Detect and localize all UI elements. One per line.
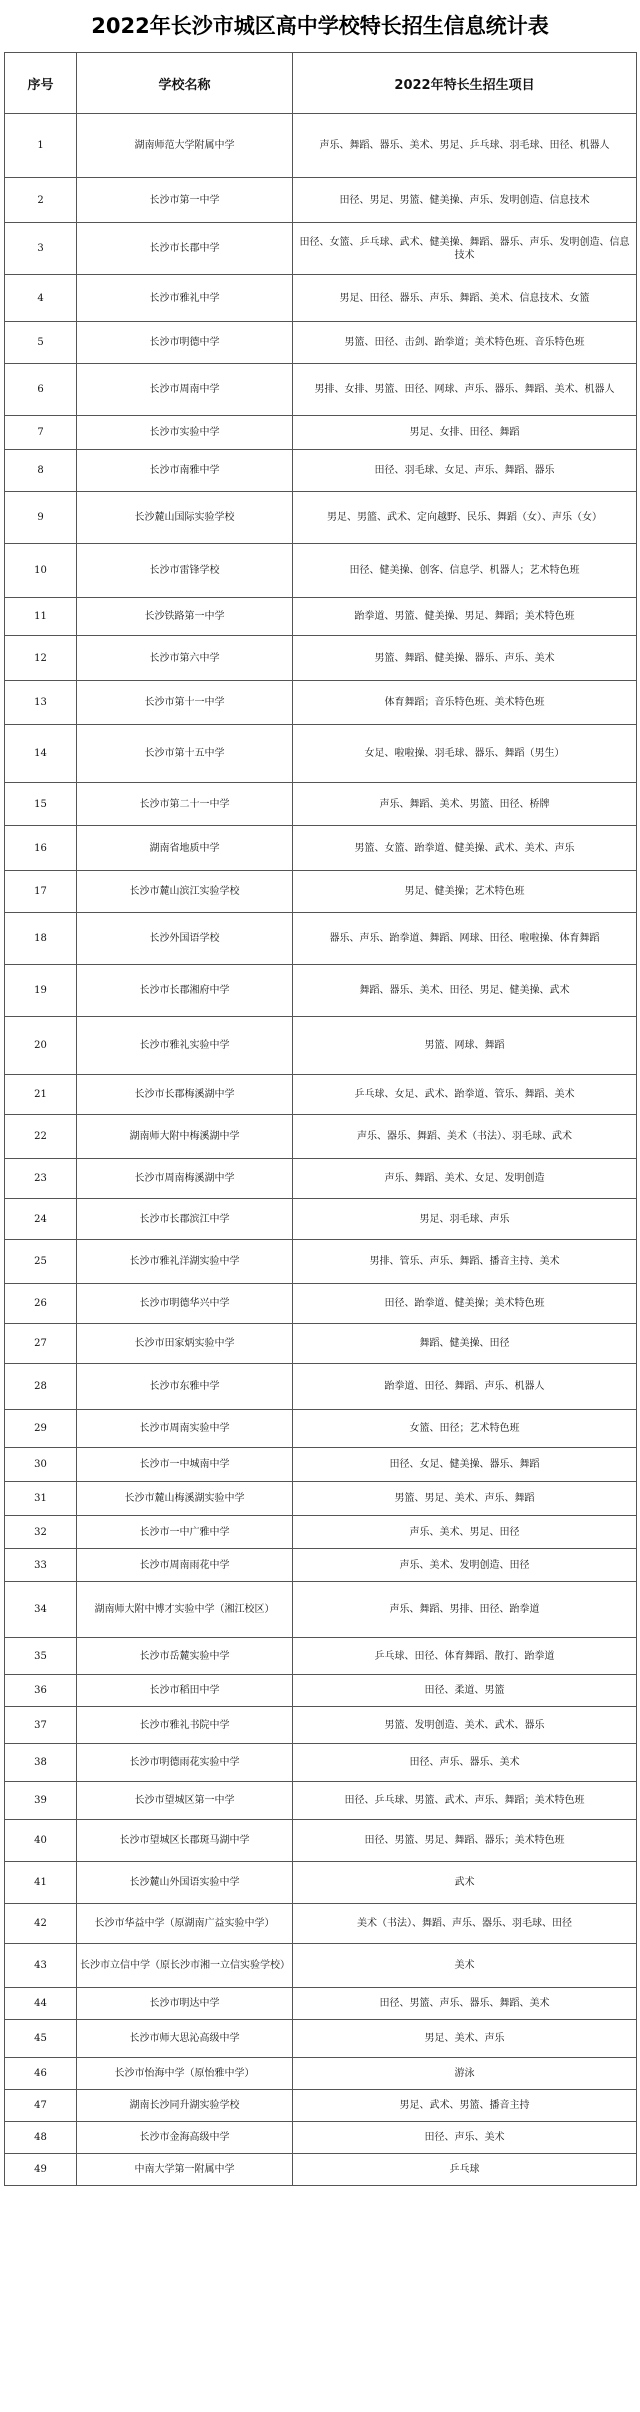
- row-projects: 田径、男篮、声乐、器乐、舞蹈、美术: [293, 1988, 637, 2020]
- row-index: 17: [5, 871, 77, 913]
- row-index: 12: [5, 636, 77, 681]
- row-school: 湖南师范大学附属中学: [77, 114, 293, 178]
- row-index: 45: [5, 2020, 77, 2058]
- row-index: 28: [5, 1364, 77, 1410]
- row-index: 47: [5, 2090, 77, 2122]
- row-index: 13: [5, 681, 77, 725]
- row-index: 42: [5, 1904, 77, 1944]
- row-projects: 男足、美术、声乐: [293, 2020, 637, 2058]
- table-row: [5, 450, 637, 492]
- header-school: 学校名称: [77, 53, 293, 114]
- row-school: 长沙麓山国际实验学校: [77, 492, 293, 544]
- row-index: 46: [5, 2058, 77, 2090]
- row-index: 15: [5, 783, 77, 826]
- table-row: [5, 1862, 637, 1904]
- row-school: 长沙市周南实验中学: [77, 1410, 293, 1448]
- row-school: 长沙市岳麓实验中学: [77, 1638, 293, 1675]
- row-index: 21: [5, 1075, 77, 1115]
- row-school: 长沙市雷锋学校: [77, 544, 293, 598]
- row-projects: 美术（书法）、舞蹈、声乐、器乐、羽毛球、田径: [293, 1904, 637, 1944]
- row-projects: 跆拳道、田径、舞蹈、声乐、机器人: [293, 1364, 637, 1410]
- row-index: 3: [5, 223, 77, 275]
- row-school: 长沙市望城区第一中学: [77, 1782, 293, 1820]
- row-school: 长沙市华益中学（原湖南广益实验中学）: [77, 1904, 293, 1944]
- table-row: [5, 1017, 637, 1075]
- row-index: 25: [5, 1240, 77, 1284]
- row-projects: 声乐、美术、发明创造、田径: [293, 1549, 637, 1582]
- row-school: 长沙市麓山梅溪湖实验中学: [77, 1482, 293, 1516]
- row-index: 27: [5, 1324, 77, 1364]
- row-projects: 声乐、美术、男足、田径: [293, 1516, 637, 1549]
- row-school: 长沙市周南雨花中学: [77, 1549, 293, 1582]
- row-index: 40: [5, 1820, 77, 1862]
- table-row: [5, 1516, 637, 1549]
- row-index: 31: [5, 1482, 77, 1516]
- row-projects: 男篮、女篮、跆拳道、健美操、武术、美术、声乐: [293, 826, 637, 871]
- row-school: 长沙市怡海中学（原怡雅中学）: [77, 2058, 293, 2090]
- table-row: [5, 636, 637, 681]
- table-row: [5, 2058, 637, 2090]
- row-projects: 男足、田径、器乐、声乐、舞蹈、美术、信息技术、女篮: [293, 275, 637, 322]
- row-school: 长沙市南雅中学: [77, 450, 293, 492]
- table-row: [5, 223, 637, 275]
- row-projects: 田径、跆拳道、健美操；美术特色班: [293, 1284, 637, 1324]
- row-school: 长沙市实验中学: [77, 416, 293, 450]
- row-school: 长沙市一中城南中学: [77, 1448, 293, 1482]
- row-projects: 男篮、舞蹈、健美操、器乐、声乐、美术: [293, 636, 637, 681]
- table-row: [5, 913, 637, 965]
- row-projects: 男足、女排、田径、舞蹈: [293, 416, 637, 450]
- row-projects: 田径、女篮、乒乓球、武术、健美操、舞蹈、器乐、声乐、发明创造、信息技术: [293, 223, 637, 275]
- row-projects: 舞蹈、器乐、美术、田径、男足、健美操、武术: [293, 965, 637, 1017]
- recruitment-table: [4, 52, 637, 2186]
- table-row: [5, 1159, 637, 1199]
- row-index: 5: [5, 322, 77, 364]
- row-school: 长沙市第二十一中学: [77, 783, 293, 826]
- table-row: [5, 826, 637, 871]
- row-school: 长沙市金海高级中学: [77, 2122, 293, 2154]
- row-index: 14: [5, 725, 77, 783]
- table-row: [5, 2090, 637, 2122]
- row-school: 湖南师大附中梅溪湖中学: [77, 1115, 293, 1159]
- row-index: 8: [5, 450, 77, 492]
- row-school: 长沙外国语学校: [77, 913, 293, 965]
- table-row: [5, 1364, 637, 1410]
- row-school: 长沙市雅礼书院中学: [77, 1707, 293, 1744]
- row-projects: 乒乓球: [293, 2154, 637, 2186]
- row-school: 中南大学第一附属中学: [77, 2154, 293, 2186]
- row-index: 4: [5, 275, 77, 322]
- row-projects: 器乐、声乐、跆拳道、舞蹈、网球、田径、啦啦操、体育舞蹈: [293, 913, 637, 965]
- row-school: 长沙市师大思沁高级中学: [77, 2020, 293, 2058]
- table-row: [5, 1410, 637, 1448]
- row-school: 长沙市一中广雅中学: [77, 1516, 293, 1549]
- row-school: 长沙市东雅中学: [77, 1364, 293, 1410]
- page-title: 2022年长沙市城区高中学校特长招生信息统计表: [91, 14, 549, 38]
- row-school: 长沙市长郡湘府中学: [77, 965, 293, 1017]
- row-projects: 田径、声乐、美术: [293, 2122, 637, 2154]
- table-row: [5, 598, 637, 636]
- row-school: 湖南长沙同升湖实验学校: [77, 2090, 293, 2122]
- row-school: 长沙市明达中学: [77, 1988, 293, 2020]
- table-row: [5, 965, 637, 1017]
- row-index: 36: [5, 1675, 77, 1707]
- table-row: [5, 1284, 637, 1324]
- row-projects: 男足、武术、男篮、播音主持: [293, 2090, 637, 2122]
- table-row: [5, 1448, 637, 1482]
- table-row: [5, 1782, 637, 1820]
- row-index: 7: [5, 416, 77, 450]
- table-row: [5, 492, 637, 544]
- row-projects: 男篮、网球、舞蹈: [293, 1017, 637, 1075]
- table-row: [5, 1549, 637, 1582]
- row-index: 22: [5, 1115, 77, 1159]
- row-school: 长沙市长郡滨江中学: [77, 1199, 293, 1240]
- row-school: 长沙市雅礼实验中学: [77, 1017, 293, 1075]
- row-index: 39: [5, 1782, 77, 1820]
- table-row: [5, 2020, 637, 2058]
- row-projects: 男足、男篮、武术、定向越野、民乐、舞蹈（女）、声乐（女）: [293, 492, 637, 544]
- row-school: 长沙市立信中学（原长沙市湘一立信实验学校）: [77, 1944, 293, 1988]
- table-row: [5, 2122, 637, 2154]
- table-row: [5, 1988, 637, 2020]
- row-index: 35: [5, 1638, 77, 1675]
- row-index: 20: [5, 1017, 77, 1075]
- row-projects: 声乐、舞蹈、美术、男篮、田径、桥牌: [293, 783, 637, 826]
- row-index: 38: [5, 1744, 77, 1782]
- table-row: [5, 725, 637, 783]
- row-school: 长沙市周南中学: [77, 364, 293, 416]
- row-projects: 田径、乒乓球、男篮、武术、声乐、舞蹈；美术特色班: [293, 1782, 637, 1820]
- row-projects: 游泳: [293, 2058, 637, 2090]
- row-projects: 女篮、田径；艺术特色班: [293, 1410, 637, 1448]
- row-school: 长沙市望城区长郡斑马湖中学: [77, 1820, 293, 1862]
- row-index: 9: [5, 492, 77, 544]
- row-projects: 声乐、舞蹈、器乐、美术、男足、乒乓球、羽毛球、田径、机器人: [293, 114, 637, 178]
- table-row: [5, 114, 637, 178]
- table-row: [5, 681, 637, 725]
- row-projects: 田径、羽毛球、女足、声乐、舞蹈、器乐: [293, 450, 637, 492]
- row-index: 32: [5, 1516, 77, 1549]
- row-projects: 武术: [293, 1862, 637, 1904]
- table-row: [5, 1199, 637, 1240]
- row-projects: 田径、健美操、创客、信息学、机器人；艺术特色班: [293, 544, 637, 598]
- row-school: 长沙市第十一中学: [77, 681, 293, 725]
- row-index: 48: [5, 2122, 77, 2154]
- table-row: [5, 1582, 637, 1638]
- row-projects: 男足、羽毛球、声乐: [293, 1199, 637, 1240]
- row-school: 长沙市第六中学: [77, 636, 293, 681]
- row-school: 长沙铁路第一中学: [77, 598, 293, 636]
- row-school: 湖南师大附中博才实验中学（湘江校区）: [77, 1582, 293, 1638]
- row-school: 长沙市明德华兴中学: [77, 1284, 293, 1324]
- table-row: [5, 1744, 637, 1782]
- table-row: [5, 1904, 637, 1944]
- row-index: 24: [5, 1199, 77, 1240]
- row-school: 湖南省地质中学: [77, 826, 293, 871]
- row-projects: 男排、女排、男篮、田径、网球、声乐、器乐、舞蹈、美术、机器人: [293, 364, 637, 416]
- row-projects: 田径、声乐、器乐、美术: [293, 1744, 637, 1782]
- table-row: [5, 1675, 637, 1707]
- table-row: [5, 1115, 637, 1159]
- row-projects: 田径、女足、健美操、器乐、舞蹈: [293, 1448, 637, 1482]
- header-index: 序号: [5, 53, 77, 114]
- table-body: [5, 114, 637, 2186]
- header-projects: 2022年特长生招生项目: [293, 53, 637, 114]
- table-row: [5, 2154, 637, 2186]
- table-row: [5, 416, 637, 450]
- row-projects: 声乐、器乐、舞蹈、美术（书法）、羽毛球、武术: [293, 1115, 637, 1159]
- table-row: [5, 544, 637, 598]
- table-row: [5, 322, 637, 364]
- row-projects: 男篮、田径、击剑、跆拳道；美术特色班、音乐特色班: [293, 322, 637, 364]
- table-row: [5, 178, 637, 223]
- table-row: [5, 1944, 637, 1988]
- row-index: 23: [5, 1159, 77, 1199]
- row-school: 长沙市第一中学: [77, 178, 293, 223]
- row-index: 19: [5, 965, 77, 1017]
- row-projects: 舞蹈、健美操、田径: [293, 1324, 637, 1364]
- row-projects: 体育舞蹈；音乐特色班、美术特色班: [293, 681, 637, 725]
- row-projects: 田径、男篮、男足、舞蹈、器乐；美术特色班: [293, 1820, 637, 1862]
- row-index: 44: [5, 1988, 77, 2020]
- row-index: 18: [5, 913, 77, 965]
- table-row: [5, 1075, 637, 1115]
- header-row: [5, 53, 637, 114]
- row-index: 10: [5, 544, 77, 598]
- row-school: 长沙市雅礼洋湖实验中学: [77, 1240, 293, 1284]
- row-school: 长沙市长郡梅溪湖中学: [77, 1075, 293, 1115]
- row-index: 37: [5, 1707, 77, 1744]
- row-index: 16: [5, 826, 77, 871]
- row-projects: 男排、管乐、声乐、舞蹈、播音主持、美术: [293, 1240, 637, 1284]
- row-index: 49: [5, 2154, 77, 2186]
- row-school: 长沙市麓山滨江实验学校: [77, 871, 293, 913]
- row-projects: 美术: [293, 1944, 637, 1988]
- row-index: 1: [5, 114, 77, 178]
- row-school: 长沙市周南梅溪湖中学: [77, 1159, 293, 1199]
- table-row: [5, 364, 637, 416]
- row-index: 41: [5, 1862, 77, 1904]
- row-index: 33: [5, 1549, 77, 1582]
- table-row: [5, 1820, 637, 1862]
- row-projects: 男篮、发明创造、美术、武术、器乐: [293, 1707, 637, 1744]
- table-row: [5, 783, 637, 826]
- row-projects: 男足、健美操；艺术特色班: [293, 871, 637, 913]
- table-row: [5, 1324, 637, 1364]
- row-school: 长沙市田家炳实验中学: [77, 1324, 293, 1364]
- row-projects: 田径、柔道、男篮: [293, 1675, 637, 1707]
- row-projects: 女足、啦啦操、羽毛球、器乐、舞蹈（男生）: [293, 725, 637, 783]
- row-index: 11: [5, 598, 77, 636]
- table-row: [5, 275, 637, 322]
- table-row: [5, 1482, 637, 1516]
- row-index: 29: [5, 1410, 77, 1448]
- row-index: 26: [5, 1284, 77, 1324]
- row-school: 长沙市明德中学: [77, 322, 293, 364]
- row-projects: 男篮、男足、美术、声乐、舞蹈: [293, 1482, 637, 1516]
- table-row: [5, 871, 637, 913]
- table-row: [5, 1707, 637, 1744]
- row-projects: 跆拳道、男篮、健美操、男足、舞蹈；美术特色班: [293, 598, 637, 636]
- row-school: 长沙市雅礼中学: [77, 275, 293, 322]
- row-index: 34: [5, 1582, 77, 1638]
- row-school: 长沙市稻田中学: [77, 1675, 293, 1707]
- table-row: [5, 1240, 637, 1284]
- row-index: 6: [5, 364, 77, 416]
- row-school: 长沙市长郡中学: [77, 223, 293, 275]
- row-projects: 乒乓球、女足、武术、跆拳道、管乐、舞蹈、美术: [293, 1075, 637, 1115]
- row-school: 长沙市明德雨花实验中学: [77, 1744, 293, 1782]
- row-index: 2: [5, 178, 77, 223]
- row-projects: 声乐、舞蹈、男排、田径、跆拳道: [293, 1582, 637, 1638]
- row-school: 长沙麓山外国语实验中学: [77, 1862, 293, 1904]
- row-projects: 乒乓球、田径、体育舞蹈、散打、跆拳道: [293, 1638, 637, 1675]
- row-projects: 田径、男足、男篮、健美操、声乐、发明创造、信息技术: [293, 178, 637, 223]
- table-row: [5, 1638, 637, 1675]
- row-index: 43: [5, 1944, 77, 1988]
- row-school: 长沙市第十五中学: [77, 725, 293, 783]
- row-projects: 声乐、舞蹈、美术、女足、发明创造: [293, 1159, 637, 1199]
- row-index: 30: [5, 1448, 77, 1482]
